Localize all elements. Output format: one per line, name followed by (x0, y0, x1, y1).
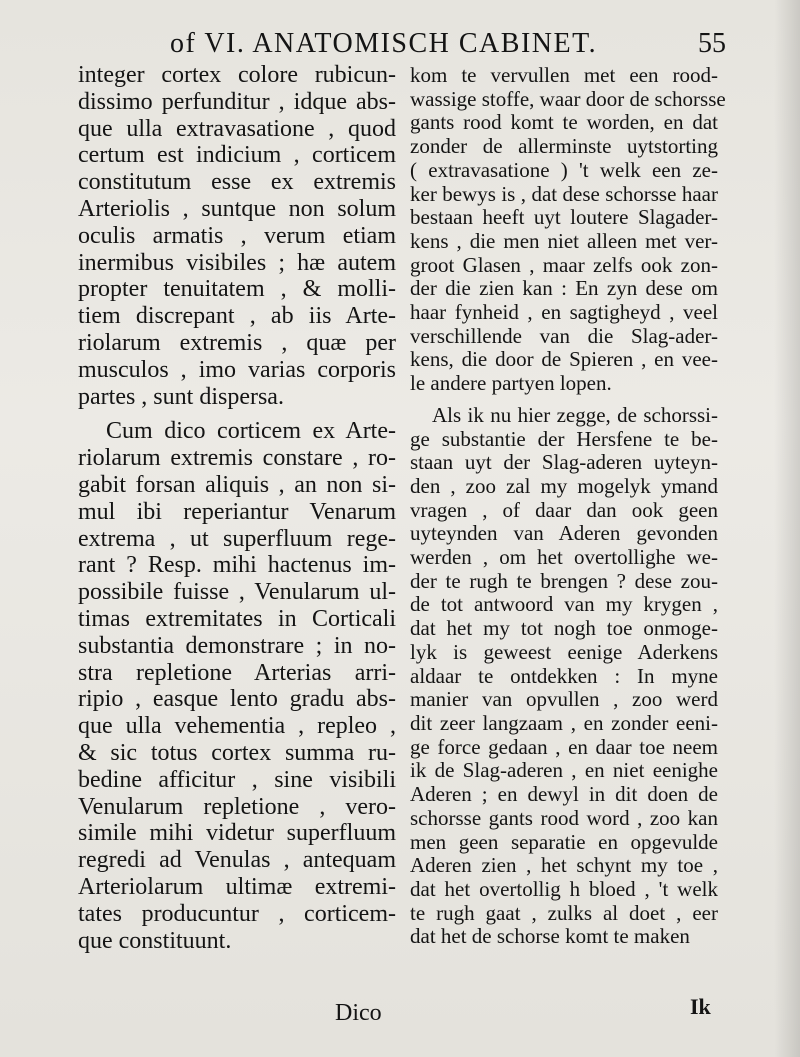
dutch-text-line: werden , om het overtollighe we- (410, 545, 718, 570)
dutch-text-line: manier van opvullen , zoo werd (410, 687, 718, 712)
latin-text-line: timas extremitates in Corticali (78, 605, 396, 632)
latin-text-line: regredi ad Venulas , antequam (78, 847, 396, 874)
latin-text-line: Cum dico corticem ex Arte- (106, 418, 396, 445)
dutch-text-line: dit zeer langzaam , en zonder eeni- (410, 710, 718, 735)
dutch-text-line: der te rugh te brengen ? dese zou- (410, 568, 718, 593)
latin-text-line: Venularum repletione , vero- (78, 793, 396, 820)
dutch-text-line: haar fynheid , en sagtigheyd , veel (410, 300, 718, 325)
latin-text-line: propter tenuitatem , & molli- (78, 276, 396, 303)
dutch-text-line: zonder de allerminste uytstorting (410, 134, 718, 159)
latin-text-line: & sic totus cortex summa ru- (78, 739, 396, 766)
latin-text-line: que constituunt. (78, 927, 232, 954)
right-column-dutch (410, 63, 726, 949)
latin-text-line: bedine afficitur , sine visibili (78, 766, 396, 793)
latin-text-line: substantia demonstrare ; in no- (78, 632, 396, 659)
dutch-text-line: kom te vervullen met een rood- (410, 63, 718, 87)
dutch-text-line: uyteynden van Aderen gevonden (410, 521, 718, 546)
dutch-text-line: ge substantie der Hersfene te be- (410, 426, 718, 451)
latin-text-line: que ulla vehementia , repleo , (78, 713, 396, 740)
page-number: 55 (698, 28, 726, 59)
dutch-text-line: de tot antwoord van my krygen , (410, 592, 718, 617)
latin-text-line: Arteriolis , suntque non solum (78, 195, 396, 222)
latin-text-line: gabit forsan aliquis , an non si- (78, 471, 396, 498)
dutch-text-line: ker bewys is , dat dese schorsse haar (410, 181, 718, 206)
dutch-text-line: kens, die door de Spieren , en vee- (410, 347, 718, 372)
dutch-text-line: ge force gedaan , en daar toe neem (410, 734, 718, 759)
latin-text-line: possibile fuisse , Venularum ul- (78, 579, 396, 606)
dutch-text-line: verschillende van die Slag-ader- (410, 323, 718, 348)
dutch-text-line: den , zoo zal my mogelyk ymand (410, 473, 718, 498)
latin-text-line: extrema , ut superfluum rege- (78, 525, 396, 552)
dutch-text-line: aldaar te ontdekken : In myne (410, 663, 718, 688)
dutch-text-line: dat het my tot nogh toe onmoge- (410, 616, 718, 641)
latin-text-line: simile mihi videtur superfluum (78, 820, 396, 847)
dutch-text-line: Aderen ; en dewyl in dit doen de (410, 782, 718, 807)
latin-text-line: oculis armatis , verum etiam (78, 222, 396, 249)
dutch-text-line: schorsse gants rood word , zoo kan (410, 805, 718, 830)
latin-text-line: musculos , imo varias corporis (78, 356, 396, 383)
dutch-text-line: te rugh gaat , zulks al doet , eer (410, 900, 718, 925)
latin-text-line: inermibus visibiles ; hæ autem (78, 249, 396, 276)
dutch-text-line: wassige stoffe, waar door de schorsse (410, 86, 726, 111)
page-edge-shadow (774, 0, 800, 1057)
dutch-text-line: Aderen zien , het schynt my toe , (410, 853, 718, 878)
latin-text-line: Arteriolarum ultimæ extremi- (78, 873, 396, 900)
dutch-text-line: vragen , of daar dan ook geen (410, 497, 718, 522)
dutch-text-line: kens , die men niet alleen met ver- (410, 228, 718, 253)
dutch-text-line: ik de Slag-aderen , en niet eenighe (410, 758, 718, 783)
latin-text-line: constitutum esse ex extremis (78, 169, 396, 196)
dutch-text-line: groot Glasen , maar zelfs ook zon- (410, 252, 718, 277)
latin-text-line: certum est indicium , corticem (78, 142, 396, 169)
left-column-latin (78, 62, 396, 954)
latin-text-line: mul ibi reperiantur Venarum (78, 498, 396, 525)
latin-text-line: ripio , easque lento gradu abs- (78, 686, 396, 713)
dutch-text-line: men geen separatie en opgevulde (410, 829, 718, 854)
latin-text-line: integer cortex colore rubicun- (78, 62, 396, 88)
latin-text-line: partes , sunt dispersa. (78, 383, 284, 410)
dutch-text-line: staan uyt der Slag-aderen uyteyn- (410, 450, 718, 475)
dutch-text-line: ( extravasatione ) 't welk een ze- (410, 157, 718, 182)
dutch-text-line: le andere partyen lopen. (410, 371, 612, 396)
latin-text-line: stra repletione Arterias arri- (78, 659, 396, 686)
latin-text-line: riolarum extremis constare , ro- (78, 445, 396, 472)
latin-text-line: tiem discrepant , ab iis Arte- (78, 303, 396, 330)
dutch-text-line: lyk is geweest eenige Aderkens (410, 639, 718, 664)
dutch-text-line: der die zien kan : En zyn dese om (410, 276, 718, 301)
dutch-text-line: gants rood komt te worden, en dat (410, 110, 718, 135)
latin-text-line: que ulla extravasatione , quod (78, 115, 396, 142)
dutch-text-line: bestaan heeft uyt loutere Slagader- (410, 205, 718, 230)
latin-text-line: rant ? Resp. mihi hactenus im- (78, 552, 396, 579)
latin-text-line: dissimo perfunditur , idque abs- (78, 88, 396, 115)
running-title: of VI. ANATOMISCH CABINET. (170, 28, 598, 59)
dutch-text-line: dat het overtollig h bloed , 't welk (410, 876, 718, 901)
catchword-left: Dico (335, 1000, 382, 1026)
catchword-right: Ik (690, 994, 711, 1019)
latin-text-line: tates producuntur , corticem- (78, 900, 396, 927)
dutch-text-line: Als ik nu hier zegge, de schorssi- (432, 402, 718, 427)
latin-text-line: riolarum extremis , quæ per (78, 329, 396, 356)
dutch-text-line: dat het de schorse komt te maken (410, 924, 690, 949)
